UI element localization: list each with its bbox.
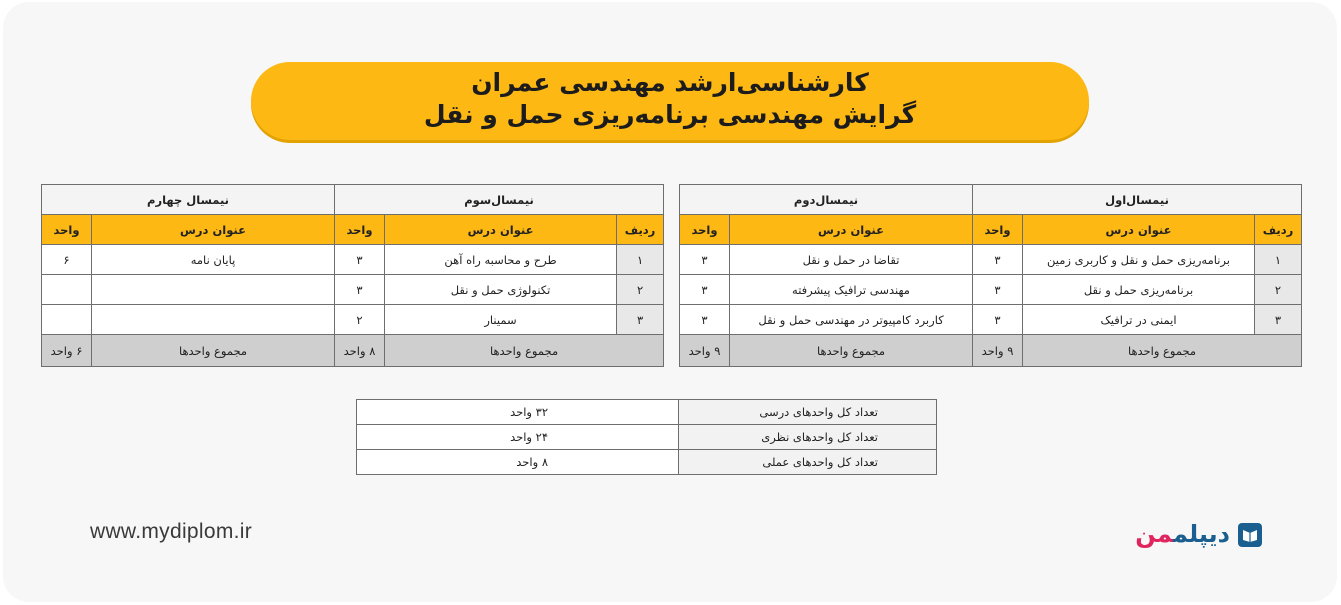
summary-label: تعداد کل واحدهای عملی (679, 450, 937, 475)
title-line-2: گرایش مهندسی برنامه‌ریزی حمل و نقل (423, 100, 917, 129)
header-course: عنوان درس (730, 215, 973, 245)
summary-label: تعداد کل واحدهای نظری (679, 425, 937, 450)
course-units: ۳ (680, 305, 730, 335)
header-units: واحد (680, 215, 730, 245)
total-label: مجموع واحدها (92, 335, 335, 367)
semester-3-title: نیمسال‌سوم (335, 185, 664, 215)
brand-logo (1126, 520, 1266, 554)
header-units: واحد (335, 215, 385, 245)
header-units: واحد (973, 215, 1023, 245)
row-number: ۲ (1255, 275, 1302, 305)
course-units: ۳ (973, 275, 1023, 305)
course-title: مهندسی ترافیک پیشرفته (730, 275, 973, 305)
course-title: تقاضا در حمل و نقل (730, 245, 973, 275)
course-units: ۳ (973, 305, 1023, 335)
row-number: ۳ (617, 305, 664, 335)
course-units: ۲ (335, 305, 385, 335)
table-row (42, 275, 664, 305)
title-banner (251, 62, 1089, 140)
table-row (680, 305, 1302, 335)
course-title: پایان نامه (92, 245, 335, 275)
summary-row (357, 425, 937, 450)
table-row (42, 245, 664, 275)
course-title: تکنولوژی حمل و نقل (385, 275, 617, 305)
total-label: مجموع واحدها (385, 335, 664, 367)
total-units: ۸ واحد (335, 335, 385, 367)
total-row (42, 335, 664, 367)
total-units: ۹ واحد (680, 335, 730, 367)
book-icon (1238, 523, 1262, 547)
header-course: عنوان درس (385, 215, 617, 245)
brand-name (1135, 520, 1230, 548)
total-units: ۶ واحد (42, 335, 92, 367)
row-number: ۲ (617, 275, 664, 305)
course-title: برنامه‌ریزی حمل و نقل (1023, 275, 1255, 305)
units-summary-table (356, 399, 937, 475)
course-units: ۳ (680, 245, 730, 275)
course-units: ۳ (680, 275, 730, 305)
summary-value: ۳۲ واحد (357, 400, 679, 425)
semester-4-title: نیمسال چهارم (42, 185, 335, 215)
course-title (92, 305, 335, 335)
semester-2-title: نیمسال‌دوم (680, 185, 973, 215)
total-row (680, 335, 1302, 367)
total-label: مجموع واحدها (730, 335, 973, 367)
course-title: کاربرد کامپیوتر در مهندسی حمل و نقل (730, 305, 973, 335)
row-number: ۱ (1255, 245, 1302, 275)
brand-name-part-1: دیپلم (1172, 520, 1230, 548)
summary-label: تعداد کل واحدهای درسی (679, 400, 937, 425)
course-title: طرح و محاسبه راه آهن (385, 245, 617, 275)
total-units: ۹ واحد (973, 335, 1023, 367)
course-units: ۳ (335, 275, 385, 305)
semester-1-2-table (679, 184, 1302, 367)
row-number: ۱ (617, 245, 664, 275)
total-label: مجموع واحدها (1023, 335, 1302, 367)
summary-value: ۸ واحد (357, 450, 679, 475)
course-title: ایمنی در ترافیک (1023, 305, 1255, 335)
course-units: ۳ (973, 245, 1023, 275)
header-row: ردیف (1255, 215, 1302, 245)
title-line-1: کارشناسی‌ارشد مهندسی عمران (471, 68, 869, 97)
summary-value: ۲۴ واحد (357, 425, 679, 450)
header-course: عنوان درس (92, 215, 335, 245)
table-row (680, 275, 1302, 305)
header-course: عنوان درس (1023, 215, 1255, 245)
course-title (92, 275, 335, 305)
brand-name-part-2: من (1135, 520, 1173, 548)
summary-row (357, 400, 937, 425)
semester-3-4-table (41, 184, 664, 367)
table-row (42, 305, 664, 335)
header-units: واحد (42, 215, 92, 245)
header-row: ردیف (617, 215, 664, 245)
table-row (680, 245, 1302, 275)
course-title: سمینار (385, 305, 617, 335)
course-units: ۶ (42, 245, 92, 275)
course-title: برنامه‌ریزی حمل و نقل و کاربری زمین (1023, 245, 1255, 275)
course-units (42, 305, 92, 335)
row-number: ۳ (1255, 305, 1302, 335)
website-url[interactable]: www.mydiplom.ir (90, 520, 253, 543)
summary-row (357, 450, 937, 475)
course-units (42, 275, 92, 305)
semester-1-title: نیمسال‌اول (973, 185, 1302, 215)
course-units: ۳ (335, 245, 385, 275)
